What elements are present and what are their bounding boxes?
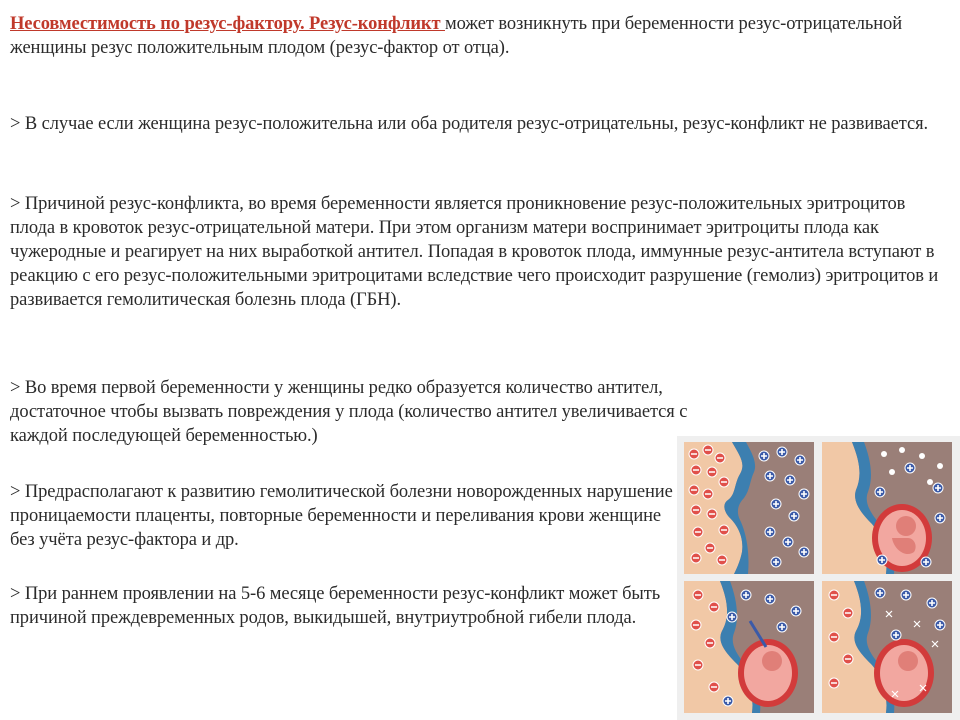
illustration-panel-2: [822, 442, 952, 574]
paragraph-cause: > Причиной резус-конфликта, во время беременности является проникновение резус-положительных эритроцитов плода в кровоток резус-отрицательной матери. При этом организм матери воспринимает эритроциты плода как чужеродные и реагирует на них выработкой антител. Попадая в кровоток плода, иммунные резус-антитела вступают в реакцию с его резус-положительными эритроцитами вследствие чего происходит разрушение (гемолиз) эритроцитов и развивается гемолитическая болезнь плода (ГБН).: [10, 194, 939, 310]
intro-text: может возникнуть при беременности резус-отрицательной женщины резус положительным плодом (резус-фактор от отца).: [10, 14, 903, 58]
illustration-panel-1: [684, 442, 814, 574]
rh-conflict-illustration: [677, 436, 960, 720]
title-link[interactable]: Несовместимость по резус-фактору. Резус-конфликт: [10, 14, 445, 34]
illustration-panel-4: [822, 581, 952, 713]
illustration-panel-3: [684, 581, 814, 713]
paragraph-intro: [10, 12, 950, 60]
paragraph-no-conflict: > В случае если женщина резус-положительна или оба родителя резус-отрицательны, резус-конфликт не развивается.: [10, 114, 929, 134]
paragraph-first-pregnancy: > Во время первой беременности у женщины редко образуется количество антител, достаточное чтобы вызвать повреждения у плода (количество антител увеличивается с каждой последующей беременностью.): [10, 378, 688, 446]
paragraph-early-manifestation: > При раннем проявлении на 5-6 месяце беременности резус-конфликт может быть причиной преждевременных родов, выкидышей, внутриутробной гибели плода.: [10, 584, 661, 628]
paragraph-risk-factors: > Предрасполагают к развитию гемолитической болезни новорожденных нарушение проницаемости плаценты, повторные беременности и переливания крови женщине без учёта резус-фактора и др.: [10, 482, 673, 550]
